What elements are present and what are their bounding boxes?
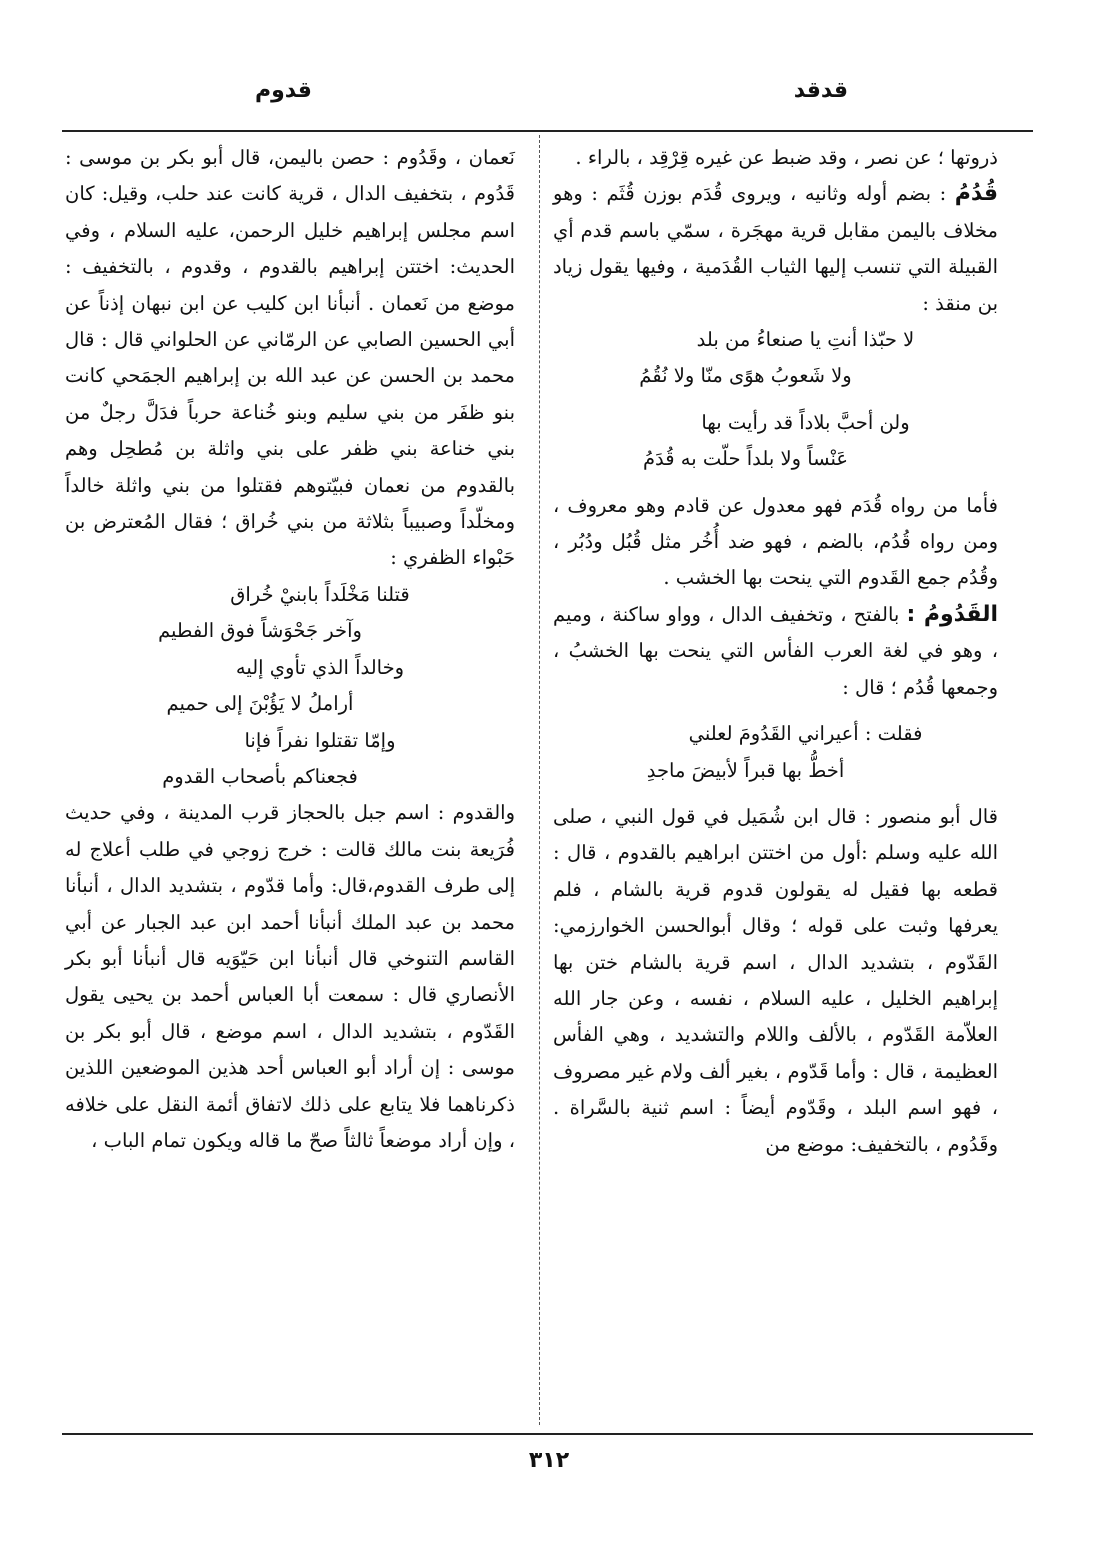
spacer xyxy=(553,478,998,488)
verse-line: لا حبّذا أنتِ يا صنعاءُ من بلد xyxy=(696,328,915,352)
paragraph xyxy=(65,795,515,1159)
verse-line: أراملُ لا يَؤُبْنَ إلى حميم xyxy=(166,692,354,716)
entry-text: والقدوم : اسم جبل بالحجاز قرب المدينة ، وفي حديث فُرَيعة بنت مالك قالت : خرج زوجي في طلب أعلاج له إلى طرف القدوم،قال: وأما قدّوم ، بتشديد الدال ، أنبأنا محمد بن عبد الملك أنبأنا أحمد ابن عبد الجبار عن أبي القاسم التنوخي قال أنبأنا ابن حَيّوَيه قال أنبأنا أبو بكر الأنصاري قال : سمعت أبا العباس أحمد بن يحيى يقول القَدّوم ، بتشديد الدال ، اسم موضع ، قال أبو بكر بن موسى : إن أراد أبو العباس أحد هذين الموضعين اللذين ذكرناهما فلا يتابع على ذلك لاتفاق أئمة النقل على خلافه ، وإن أراد موضعاً ثالثاً صحّ ما قاله ويكون تمام الباب ، xyxy=(65,801,515,1152)
right-column xyxy=(553,140,998,1163)
bottom-rule xyxy=(62,1433,1033,1435)
verse-line: وآخر جَحْوَشاً فوق الفطيم xyxy=(158,619,362,643)
headword: قُدُمُ xyxy=(954,181,999,207)
paragraph xyxy=(553,488,998,597)
verse-line: ولا شَعوبُ هوًى منّا ولا نُقُمُ xyxy=(639,364,852,388)
paragraph xyxy=(65,140,515,577)
page-number: ٣١٢ xyxy=(528,1448,570,1473)
dictionary-entry xyxy=(553,176,998,322)
verse-line: وخالداً الذي تأوي إليه xyxy=(235,655,405,679)
verse-line: فجعناكم بأصحاب القدوم xyxy=(162,764,358,788)
running-head-right: قدقد xyxy=(793,78,848,103)
headword: القَدُومُ : xyxy=(906,601,998,627)
verse-line: فقلت : أعيراني القَدُومَ لعلني xyxy=(688,722,923,746)
verse-line: أخطُّ بها قبراً لأبيضَ ماجدِ xyxy=(646,758,845,782)
spacer xyxy=(553,706,998,716)
dictionary-entry xyxy=(553,597,998,706)
entry-text: بالفتح ، وتخفيف الدال ، وواو ساكنة ، وميم ، وهو في لغة العرب الفأس التي ينحت بها الخشبُ ، وجمعها قُدُم ؛ قال : xyxy=(553,602,998,699)
paragraph xyxy=(553,140,998,176)
verse-line: قتلنا مَخْلَداً بابنيْ خُراق xyxy=(230,582,410,606)
running-head-left: قدوم xyxy=(255,78,312,103)
paragraph xyxy=(553,799,998,1163)
entry-text: فأما من رواه قُدَم فهو معدول عن قادم وهو معروف ، ومن رواه قُدُم، بالضم ، فهو ضد أُخُر مثل قُبُل ودُبُر ، وقُدُم جمع القَدوم التي ينحت بها الخشب . xyxy=(553,493,998,590)
column-divider xyxy=(539,135,541,1425)
verse-line: عَنْساً ولا بلداً حلّت به قُدَمُ xyxy=(642,447,849,471)
entry-text: : بضم أوله وثانيه ، ويروى قُدَم بوزن قُثَم : وهو مخلاف باليمن مقابل قرية مهجَرة ، سمّي باسم قدم أي القبيلة التي تنسب إليها الثياب القُدَمية ، وفيها يقول زياد بن منقذ : xyxy=(553,182,998,315)
top-rule xyxy=(62,130,1033,132)
entry-text: نَعمان ، وقَدُوم : حصن باليمن، قال أبو بكر بن موسى : قَدُوم ، بتخفيف الدال ، قرية كانت عند حلب، وقيل: كان اسم مجلس إبراهيم خليل الرحمن، عليه السلام ، وفي الحديث: اختتن إبراهيم بالقدوم ، وقدوم ، بالتخفيف : موضع من نَعمان . أنبأنا ابن كليب عن ابن نبهان إذناً عن أبي الحسين الصابي عن الرمّاني عن الحلواني قال : قال محمد بن الحسن عن عبد الله بن إبراهيم الجمَحي كانت بنو ظفَر من بني سليم وبنو خُناعة حرباً فدَلَّ رجلٌ من بني خناعة بني ظفر على بني واثلة بن مُطحِل وهم بالقدوم من نعمان فبيّتوهم فقتلوا من بني واثلة خالداً ومخلّداً وصبيباً بثلاثة من بني خُراق ؛ فقال المُعترض بن حَبْواء الظفري : xyxy=(65,146,515,570)
entry-text: قال أبو منصور : قال ابن شُمَيل في قول النبي ، صلى الله عليه وسلم :أول من اختتن ابراهيم بالقدوم ، قال : قطعه بها فقيل له يقولون قدوم قرية بالشام ، فلم يعرفها وثبت على قوله ؛ وقال أبوالحسن الخوارزمي: القَدّوم ، بتشديد الدال ، اسم قرية بالشام ختن بها إبراهيم الخليل ، عليه السلام ، نفسه ، وعن جار الله العلاّمة القَدّوم ، بالألف واللام والتشديد ، وهي الفأس العظيمة ، قال : وأما قَدّوم ، بغير ألف ولام غير مصروف ، فهو اسم البلد ، وقَدّوم أيضاً : اسم ثنية بالسَّراة . وقَدُوم ، بالتخفيف: موضع من xyxy=(553,804,998,1156)
verse-line: وإمّا تقتلوا نفراً فإنا xyxy=(244,728,396,752)
entry-text: ذروتها ؛ عن نصر ، وقد ضبط عن غيره قِرْقِد ، بالراء . xyxy=(575,146,998,169)
spacer xyxy=(553,789,998,799)
spacer xyxy=(553,395,998,405)
verse-line: ولن أحبَّ بلاداً قد رأيت بها xyxy=(701,410,910,434)
left-column xyxy=(65,140,515,1159)
